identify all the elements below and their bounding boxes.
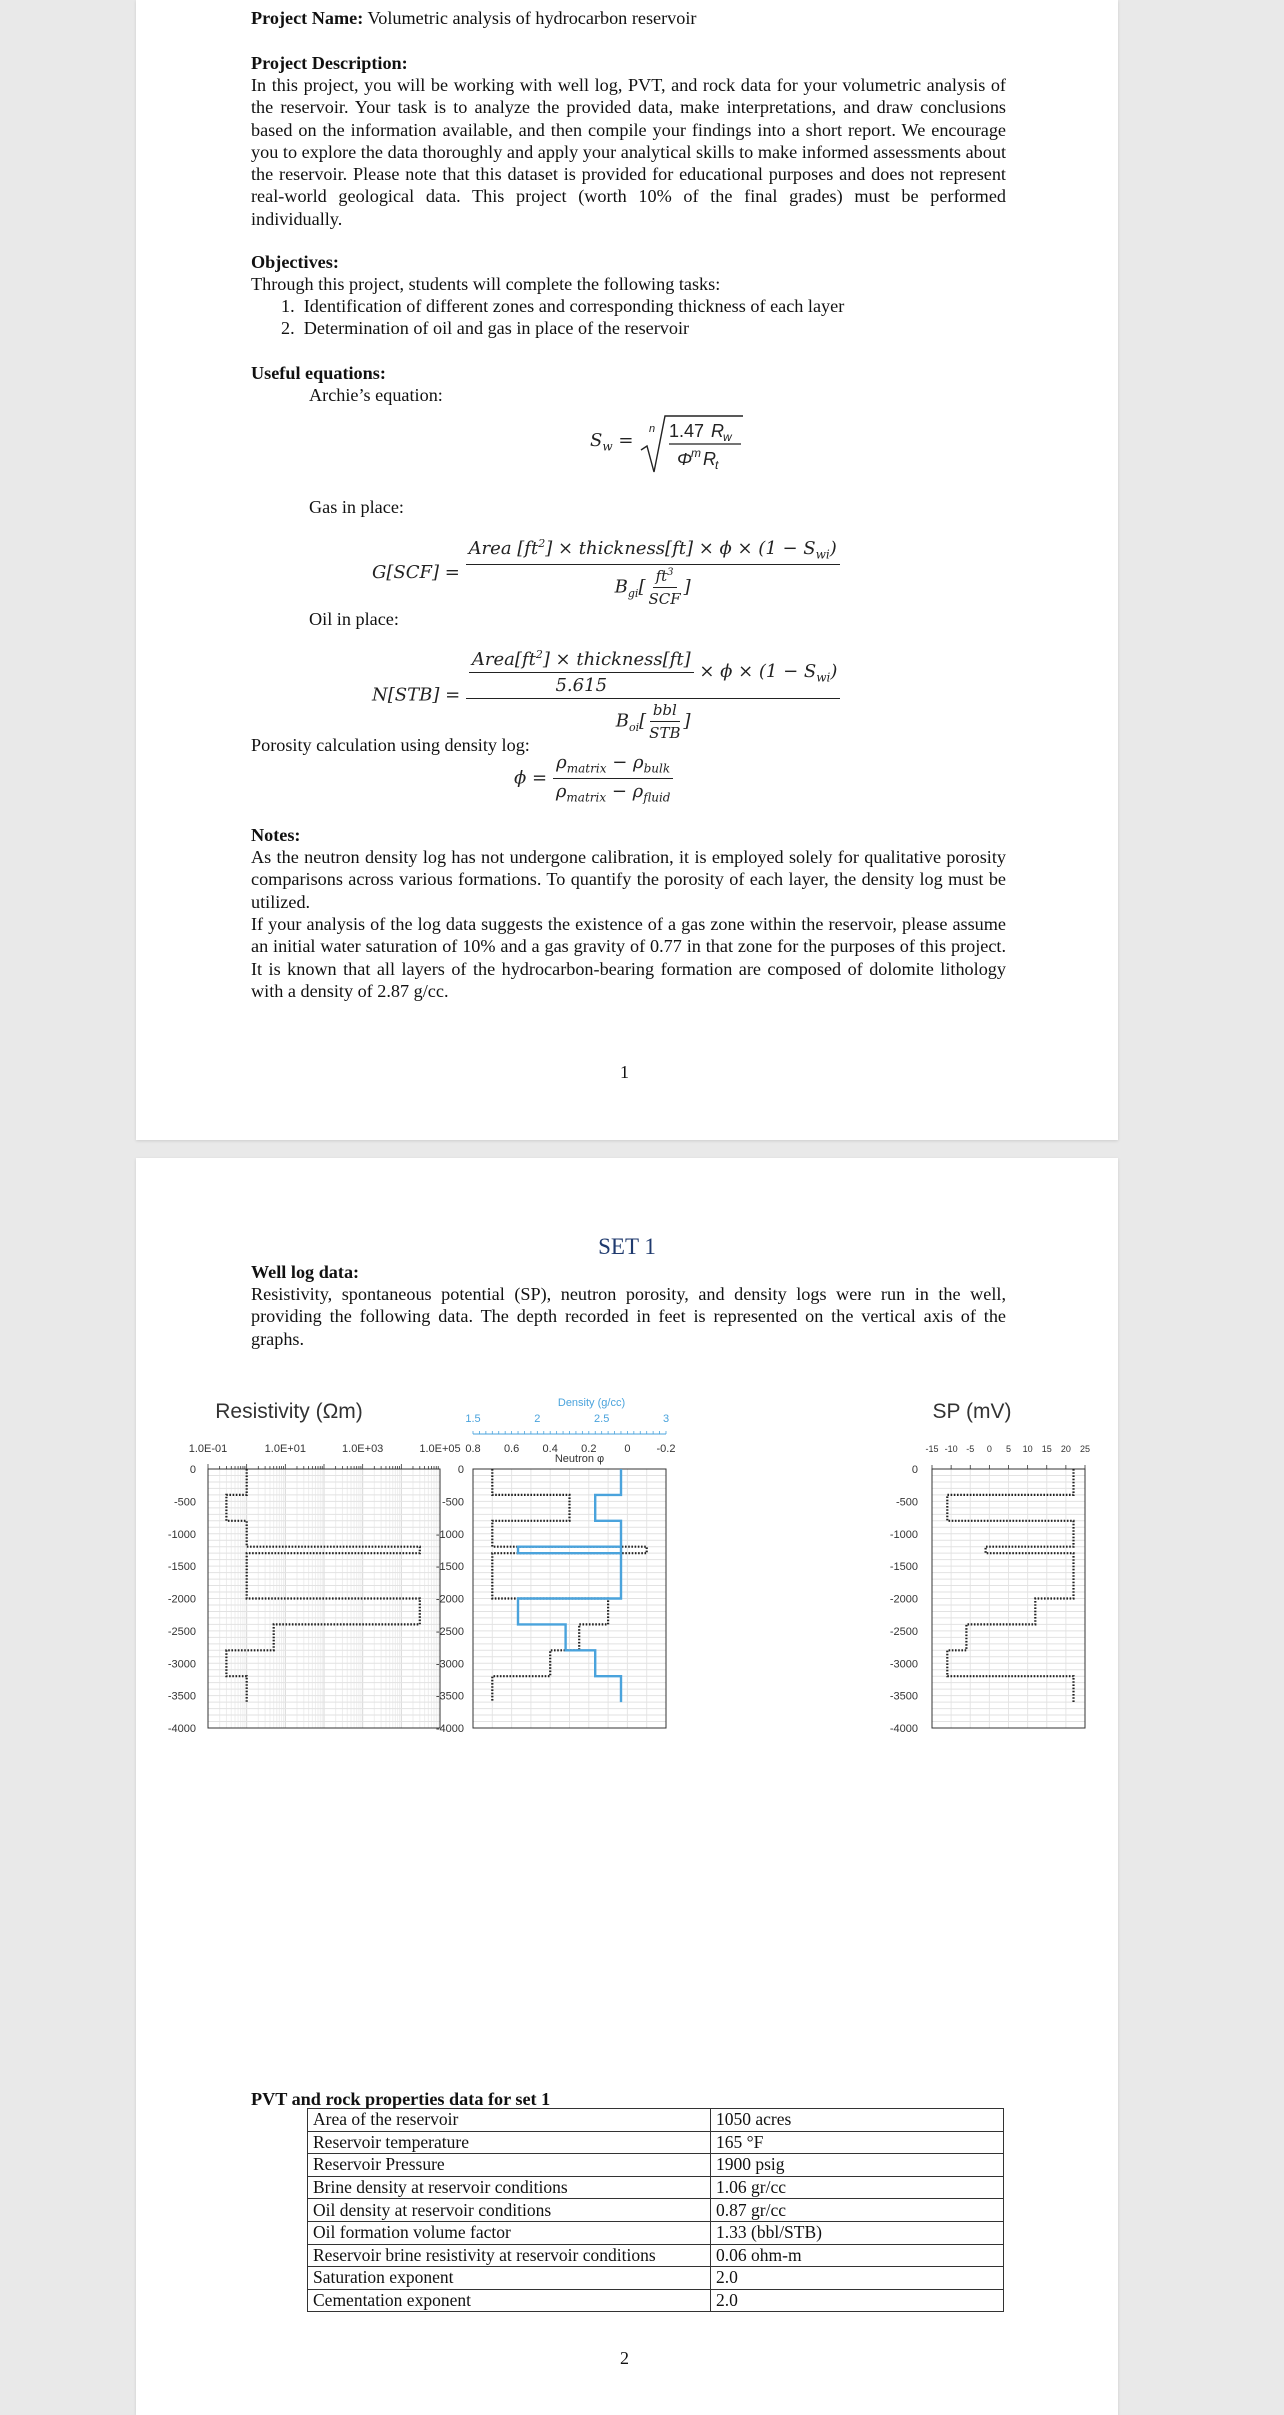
note-1: As the neutron density log has not undergone calibration, it is employed solely for qualitative porosity comparisons across various formations. To quantify the porosity of each layer, the density log must be utilized. [251, 847, 1006, 912]
x-tick-label: -5 [966, 1444, 975, 1454]
pvt-property: Reservoir Pressure [308, 2154, 711, 2177]
page-2 [136, 1158, 1118, 2415]
x-tick-label: 15 [1041, 1444, 1052, 1454]
table-row [308, 2176, 1004, 2199]
table-row [308, 2244, 1004, 2267]
project-name-label: Project Name: [251, 8, 364, 28]
pvt-value: 165 °F [711, 2131, 1004, 2154]
table-row [308, 2289, 1004, 2312]
table-row [308, 2199, 1004, 2222]
set-title: SET 1 [598, 1234, 656, 1259]
well-log-heading: Well log data: [251, 1262, 360, 1282]
pvt-table [307, 2108, 1004, 2312]
y-tick-label: -3500 [435, 1690, 464, 1703]
table-row [308, 2154, 1004, 2177]
y-tick-label: -2500 [167, 1625, 196, 1638]
equations-heading: Useful equations: [251, 363, 386, 383]
x-tick-label: 0 [986, 1444, 992, 1454]
neutron-tick-label: 0.8 [465, 1443, 481, 1455]
resistivity-plot [136, 1392, 461, 1742]
y-tick-label: -500 [895, 1496, 918, 1509]
project-name: Volumetric analysis of hydrocarbon reservoir [367, 8, 697, 28]
resistivity-chart [136, 1392, 461, 1742]
y-tick-label: -3500 [167, 1690, 196, 1703]
y-tick-label: -1500 [435, 1561, 464, 1574]
pvt-value: 0.87 gr/cc [711, 2199, 1004, 2222]
density-tick-label: 2.5 [594, 1413, 610, 1425]
neutron-axis-title: Neutron φ [554, 1453, 605, 1465]
pvt-property: Oil density at reservoir conditions [308, 2199, 711, 2222]
y-tick-label: -1500 [167, 1561, 196, 1574]
y-tick-label: -2000 [167, 1593, 196, 1606]
page-number-2: 2 [620, 2348, 629, 2368]
svg-text:R: R [703, 449, 717, 469]
oil-equation: N[STB] = $\frac{Area[ft^2] \times thickness[ft]}{5.615}$ × $\phi \times (1 - S_{wi})$ $B_{oi}$[ $\frac{\text{bbl}}{\text{STB}}$ ] [372, 648, 840, 742]
y-tick-label: -3000 [167, 1658, 196, 1671]
resistivity-title: Resistivity (Ωm) [215, 1400, 363, 1423]
y-tick-label: -500 [173, 1496, 196, 1509]
x-tick-label: -10 [944, 1444, 958, 1454]
porosity-equation: ϕ = $\frac{\rho_{matrix} - \rho_{bulk}}{\rho_{matrix} - \rho_{fluid}}$ [514, 752, 673, 804]
y-tick-label: -1000 [435, 1528, 464, 1541]
objectives-heading: Objectives: [251, 252, 339, 272]
y-tick-label: -500 [441, 1496, 464, 1509]
y-tick-label: -2000 [435, 1593, 464, 1606]
neutron-tick-label: 0 [624, 1443, 631, 1455]
y-tick-label: -2000 [889, 1593, 918, 1606]
table-row [308, 2221, 1004, 2244]
svg-text:Φ: Φ [677, 449, 693, 469]
pvt-property: Saturation exponent [308, 2267, 711, 2290]
pvt-property: Cementation exponent [308, 2289, 711, 2312]
neutron-tick-label: 0.6 [503, 1443, 520, 1455]
pvt-value: 2.0 [711, 2267, 1004, 2290]
y-tick-label: -1500 [889, 1561, 918, 1574]
sp-chart [732, 1392, 1118, 1742]
root-sign-icon [639, 410, 745, 474]
y-tick-label: -1000 [167, 1528, 196, 1541]
x-tick-label: 1.0E+01 [264, 1443, 306, 1455]
y-tick-label: -3000 [435, 1658, 464, 1671]
page-number-1: 1 [620, 1062, 629, 1082]
pvt-property: Oil formation volume factor [308, 2221, 711, 2244]
y-tick-label: -4000 [435, 1723, 464, 1735]
archie-label: Archie’s equation: [309, 385, 443, 405]
sp-title: SP (mV) [932, 1400, 1012, 1423]
page-1 [136, 0, 1118, 1140]
pvt-value: 2.0 [711, 2289, 1004, 2312]
pvt-property: Reservoir temperature [308, 2131, 711, 2154]
description-text: In this project, you will be working with well log, PVT, and rock data for your volumetric analysis of the reservoir. Your task is to analyze the provided data, make interpretations, and draw conclusions based on the information available, and then compile your findings into a short report. We encourage you to explore the data thoroughly and apply your analytical skills to make informed assessments about the reservoir. Please note that this dataset is provided for educational purposes and does not represent real-world geological data. This project (worth 10% of the final grades) must be performed individually. [251, 75, 1006, 229]
density-tick-label: 3 [662, 1413, 670, 1425]
svg-text:t: t [715, 458, 719, 472]
note-2: If your analysis of the log data suggests the existence of a gas zone within the reservoir, please assume an initial water saturation of 10% and a gas gravity of 0.77 in that zone for the purposes of this project. It is known that all layers of the hydrocarbon-bearing formation are composed of dolomite lithology with a density of 2.87 g/cc. [251, 914, 1006, 1001]
description-heading: Project Description: [251, 53, 408, 73]
y-tick-label: 0 [457, 1464, 464, 1476]
sp-plot [732, 1392, 1118, 1742]
pvt-value: 1050 acres [711, 2109, 1004, 2132]
notes-heading: Notes: [251, 825, 301, 845]
svg-text:m: m [691, 446, 702, 460]
neutron-tick-label: 0.2 [581, 1443, 597, 1455]
y-tick-label: -1000 [889, 1528, 918, 1541]
y-tick-label: -2500 [435, 1625, 464, 1638]
y-tick-label: -2500 [889, 1625, 918, 1638]
pvt-value: 1900 psig [711, 2154, 1004, 2177]
archie-equation: $S_w$ = n 1.47 R w Φ m R t [590, 410, 745, 474]
gas-equation: G[SCF] = Area $[ft^2]$ × thickness[ft] × $\phi \times (1 - S_{wi})$ $B_{gi}$[ $\frac{ft^3}{\text{SCF}}$ ] [372, 537, 840, 608]
table-row [308, 2267, 1004, 2290]
x-tick-label: 20 [1060, 1444, 1071, 1454]
x-tick-label: 1.0E-01 [188, 1443, 228, 1455]
x-tick-label: 10 [1022, 1444, 1033, 1454]
neutron-tick-label: -0.2 [656, 1443, 676, 1455]
objectives-intro: Through this project, students will complete the following tasks: [251, 274, 721, 294]
x-tick-label: 1.0E+03 [342, 1443, 384, 1455]
svg-text:n: n [649, 423, 656, 435]
y-tick-label: -4000 [889, 1723, 918, 1735]
y-tick-label: -3000 [889, 1658, 918, 1671]
y-tick-label: 0 [911, 1464, 918, 1476]
table-row [308, 2131, 1004, 2154]
pvt-property: Brine density at reservoir conditions [308, 2176, 711, 2199]
x-tick-label: 5 [1005, 1444, 1012, 1454]
density-tick-label: 1.5 [465, 1413, 481, 1425]
x-tick-label: -15 [925, 1444, 939, 1454]
gas-label: Gas in place: [309, 497, 404, 517]
pvt-heading: PVT and rock properties data for set 1 [251, 2089, 551, 2109]
x-tick-label: 1.0E+05 [419, 1443, 461, 1455]
y-tick-label: 0 [189, 1464, 196, 1476]
svg-text:w: w [723, 430, 732, 444]
svg-text:1.47: 1.47 [669, 421, 705, 441]
well-log-text: Resistivity, spontaneous potential (SP), neutron porosity, and density logs were run in the well, providing the following data. The depth recorded in feet is represented on the vertical axis of the graphs. [251, 1284, 1006, 1349]
porosity-label: Porosity calculation using density log: [251, 735, 530, 755]
neutron-tick-label: 0.4 [542, 1443, 558, 1455]
svg-text:R: R [711, 421, 725, 441]
oil-label: Oil in place: [309, 609, 399, 629]
project-name-line [251, 7, 1006, 29]
pvt-property: Reservoir brine resistivity at reservoir conditions [308, 2244, 711, 2267]
y-tick-label: -4000 [167, 1723, 196, 1735]
table-row [308, 2109, 1004, 2132]
x-tick-label: 25 [1079, 1444, 1091, 1454]
pvt-value: 0.06 ohm-m [711, 2244, 1004, 2267]
pvt-value: 1.33 (bbl/STB) [711, 2221, 1004, 2244]
density-axis-title: Density (g/cc) [557, 1397, 626, 1409]
pvt-property: Area of the reservoir [308, 2109, 711, 2132]
objective-item-2: 2. Determination of oil and gas in place of the reservoir [281, 318, 690, 338]
density-tick-label: 2 [534, 1413, 541, 1425]
pvt-value: 1.06 gr/cc [711, 2176, 1004, 2199]
y-tick-label: -3500 [889, 1690, 918, 1703]
objective-item-1: 1. Identification of different zones and corresponding thickness of each layer [281, 296, 845, 316]
